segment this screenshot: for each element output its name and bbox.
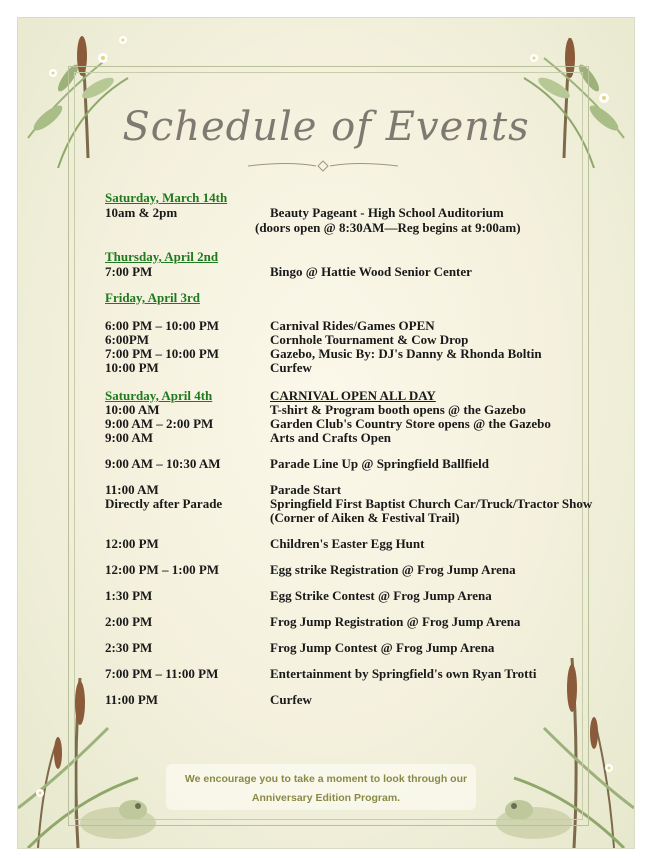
event-time: 12:00 PM	[105, 536, 159, 551]
title-flourish-divider	[248, 159, 398, 173]
event-time: 11:00 PM	[105, 692, 159, 707]
day-heading: Saturday, March 14th	[105, 190, 228, 205]
event-note: (doors open @ 8:30AM—Reg begins at 9:00am)	[255, 220, 521, 235]
event-time: 7:00 PM – 10:00 PM	[105, 346, 220, 361]
event-name: Frog Jump Contest @ Frog Jump Arena	[270, 640, 495, 655]
event-name: Egg Strike Contest @ Frog Jump Arena	[270, 588, 492, 603]
event-time: 1:30 PM	[105, 588, 153, 603]
event-name: Curfew	[270, 360, 312, 375]
event-time: 6:00 PM – 10:00 PM	[105, 318, 220, 333]
event-time: 11:00 AM	[105, 482, 159, 497]
event-time: Directly after Parade	[105, 496, 223, 511]
event-time: 9:00 AM – 2:00 PM	[105, 416, 214, 431]
event-name: Springfield First Baptist Church Car/Truck/Tractor Show	[270, 496, 593, 511]
event-note: (Corner of Aiken & Festival Trail)	[270, 510, 460, 525]
event-time: 12:00 PM – 1:00 PM	[105, 562, 220, 577]
event-name: Gazebo, Music By: DJ's Danny & Rhonda Boltin	[270, 346, 542, 361]
day-heading: Saturday, April 4th	[105, 388, 213, 403]
event-name: Curfew	[270, 692, 312, 707]
program-page	[18, 18, 634, 848]
event-time: 2:30 PM	[105, 640, 153, 655]
event-name: Beauty Pageant - High School Auditorium	[270, 205, 504, 220]
event-name: Cornhole Tournament & Cow Drop	[270, 332, 469, 347]
event-name: T-shirt & Program booth opens @ the Gazebo	[270, 402, 526, 417]
event-name: Frog Jump Registration @ Frog Jump Arena	[270, 614, 521, 629]
event-time: 10am & 2pm	[105, 205, 178, 220]
event-time: 10:00 PM	[105, 360, 159, 375]
event-name: Arts and Crafts Open	[270, 430, 391, 445]
footer-message	[18, 770, 634, 808]
event-time: 2:00 PM	[105, 614, 153, 629]
event-time: 7:00 PM	[105, 264, 153, 279]
day-subheading: CARNIVAL OPEN ALL DAY	[270, 388, 436, 403]
event-time: 7:00 PM – 11:00 PM	[105, 666, 219, 681]
event-time: 9:00 AM – 10:30 AM	[105, 456, 221, 471]
event-name: Egg strike Registration @ Frog Jump Arena	[270, 562, 516, 577]
event-name: Children's Easter Egg Hunt	[270, 536, 425, 551]
event-name: Bingo @ Hattie Wood Senior Center	[270, 264, 472, 279]
event-time: 6:00PM	[105, 332, 150, 347]
decorative-frame-inner	[74, 72, 583, 820]
event-time: 10:00 AM	[105, 402, 160, 417]
event-name: Parade Line Up @ Springfield Ballfield	[270, 456, 490, 471]
event-name: Garden Club's Country Store opens @ the Gazebo	[270, 416, 551, 431]
event-name: Entertainment by Springfield's own Ryan Trotti	[270, 666, 537, 681]
day-heading: Friday, April 3rd	[105, 290, 200, 305]
footer-line-2: Anniversary Edition Program.	[251, 792, 401, 804]
day-heading: Thursday, April 2nd	[105, 249, 219, 264]
footer-line-1: We encourage you to take a moment to look through our	[184, 773, 468, 785]
event-name: Carnival Rides/Games OPEN	[270, 318, 435, 333]
event-time: 9:00 AM	[105, 430, 154, 445]
event-name: Parade Start	[270, 482, 342, 497]
page-title: Schedule of Events	[122, 104, 530, 150]
